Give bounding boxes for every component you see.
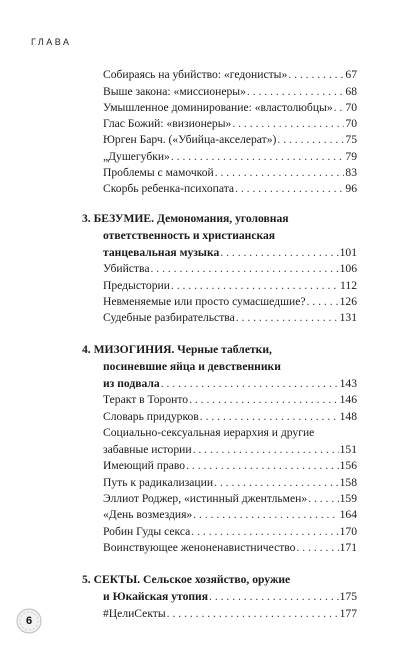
toc-page: 151	[339, 443, 357, 456]
toc-page: 159	[339, 492, 357, 505]
toc-page: 146	[339, 393, 357, 406]
toc-entry-text	[103, 426, 357, 440]
toc-entry	[103, 68, 357, 82]
toc-entry	[103, 101, 357, 115]
toc-entry	[103, 541, 357, 555]
toc-page: 158	[339, 476, 357, 489]
toc-page: 70	[345, 117, 357, 130]
toc-entry	[103, 607, 357, 621]
toc-title: Эллиот Роджер, «истинный джентльмен»	[103, 492, 308, 505]
toc-page: 106	[339, 262, 357, 275]
toc-title: Путь к радикализации	[103, 476, 214, 489]
chapter-5-heading	[82, 573, 357, 604]
toc-entry	[103, 492, 357, 506]
page-number: 6	[25, 615, 33, 627]
toc-title: Робин Гуды секса	[103, 525, 191, 538]
toc-page: 148	[339, 410, 357, 423]
running-head: ГЛАВА	[31, 37, 72, 47]
page-number-badge	[16, 608, 42, 634]
toc-entry	[103, 476, 357, 490]
toc-entry	[103, 262, 357, 276]
toc-title: Словарь придурков	[103, 410, 199, 423]
toc-title: Теракт в Торонто	[103, 393, 189, 406]
toc-title: Выше закона: «миссионеры»	[103, 85, 246, 98]
toc-entry	[103, 166, 357, 180]
toc-page: 143	[339, 377, 357, 390]
toc-page: 96	[345, 182, 357, 195]
toc-title: #ЦелиСекты	[103, 607, 166, 620]
chapter-3-line2: ответственность и христианская	[103, 229, 276, 242]
toc-page: 68	[345, 85, 357, 98]
toc-title: Скорбь ребенка-психопата	[103, 182, 235, 195]
toc-title: Невменяемые или просто сумасшедшие?	[103, 295, 306, 308]
toc-title: Собираясь на убийство: «гедонисты»	[103, 68, 288, 81]
toc-title: Глас Божий: «визионеры»	[103, 117, 232, 130]
toc-title: Умышленное доминирование: «властолюбцы»	[103, 101, 333, 114]
toc-page: 131	[339, 311, 357, 324]
toc-entry	[103, 133, 357, 147]
chapter-4-line1: 4. МИЗОГИНИЯ. Черные таблетки,	[82, 343, 272, 356]
toc-entry	[103, 117, 357, 131]
toc-entry	[103, 443, 357, 457]
chapter-4-line2: посиневшие яйца и девственники	[103, 360, 281, 373]
toc-page: 156	[339, 459, 357, 472]
chapter-3-line1: 3. БЕЗУМИЕ. Демономания, уголовная	[82, 212, 289, 225]
toc-entry	[103, 393, 357, 407]
toc-title: «День возмездия»	[103, 508, 193, 521]
toc-entry	[103, 182, 357, 196]
toc-entry	[103, 295, 357, 309]
toc-page: 67	[345, 68, 357, 81]
toc-title: Имеющий право	[103, 459, 186, 472]
toc-page: 171	[339, 541, 357, 554]
toc-page: 164	[339, 508, 357, 521]
chapter-3-heading	[82, 212, 357, 260]
toc-entry	[103, 508, 357, 522]
toc-page: 70	[345, 101, 357, 114]
chapter-3-line3: танцевальная музыка	[103, 246, 220, 259]
toc-entry	[103, 525, 357, 539]
toc-page: 101	[339, 246, 357, 259]
chapter-5-line2: и Юкайская утопия	[103, 590, 209, 603]
toc-title: Проблемы с мамочкой	[103, 166, 214, 179]
chapter-5-line1: 5. СЕКТЫ. Сельское хозяйство, оружие	[82, 573, 291, 586]
toc-page: 75	[345, 133, 357, 146]
toc-entry	[103, 85, 357, 99]
toc-entry	[103, 311, 357, 325]
toc-entry	[103, 279, 357, 293]
toc-title: Социально-сексуальная иерархия и другие	[103, 426, 315, 439]
toc-page: 112	[340, 279, 357, 292]
toc-title: Судебные разбирательства	[103, 311, 235, 324]
toc-page: 175	[339, 590, 357, 603]
toc-page: 177	[339, 607, 357, 620]
toc-title: Воинствующее женоненавистничество	[103, 541, 296, 554]
toc-page: 83	[345, 166, 357, 179]
toc-entry	[103, 459, 357, 473]
toc-title: забавные истории	[103, 443, 192, 456]
toc-entry	[103, 150, 357, 164]
toc-title: Убийства	[103, 262, 150, 275]
toc-title: „Душегубки»	[103, 150, 170, 163]
toc-title: Юрген Барч. («Убийца-акселерат»)	[103, 133, 277, 146]
toc-page: 126	[339, 295, 357, 308]
toc-page: 170	[339, 525, 357, 538]
chapter-4-heading	[82, 343, 357, 391]
chapter-4-line3: из подвала	[103, 377, 160, 390]
toc-entry	[103, 410, 357, 424]
toc-page: 79	[345, 150, 357, 163]
toc-title: Предыстории	[103, 279, 170, 292]
